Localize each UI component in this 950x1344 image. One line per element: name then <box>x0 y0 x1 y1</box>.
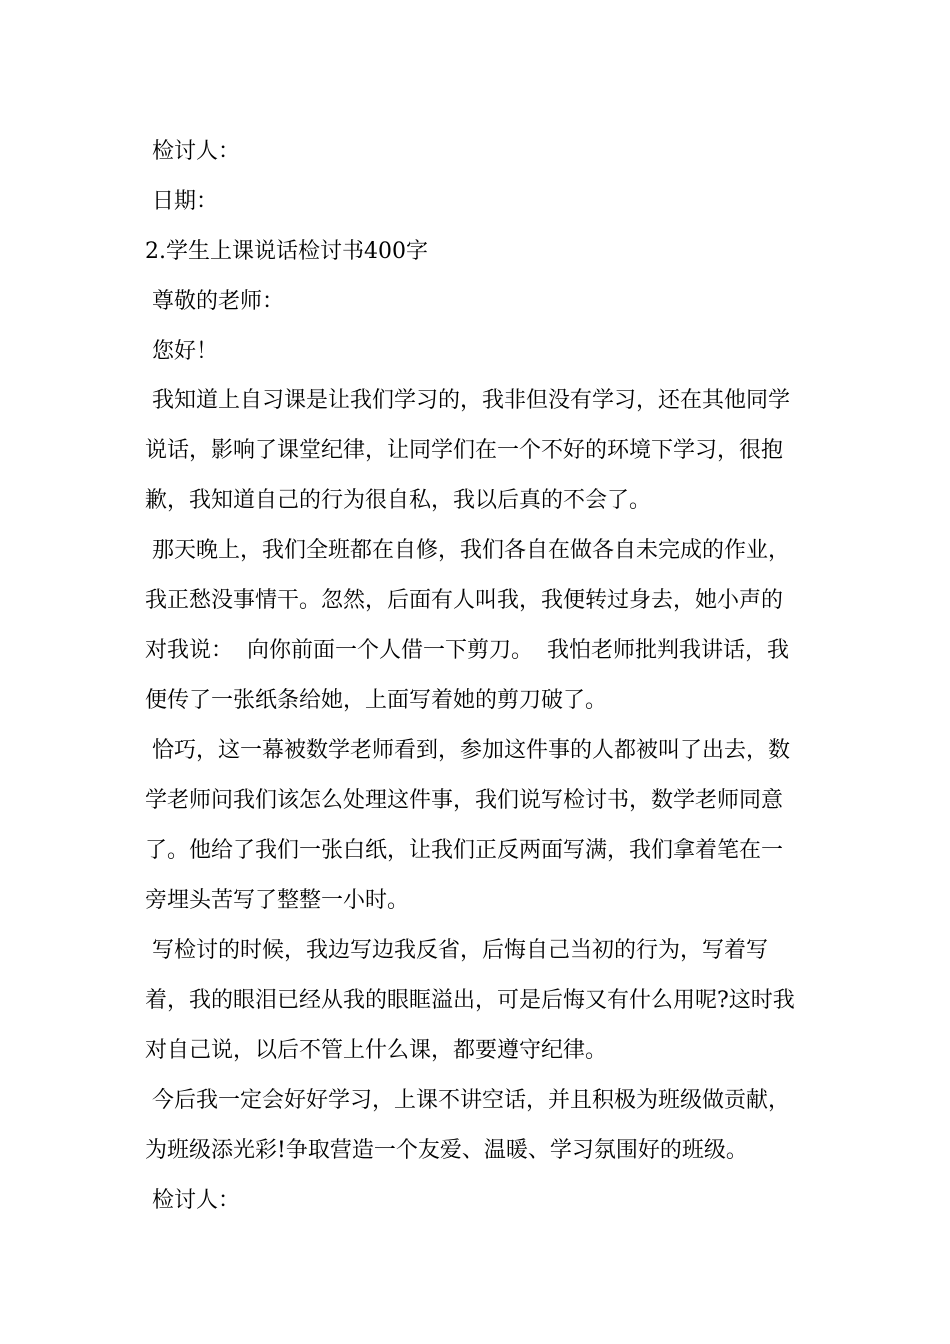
paragraph-line: 我正愁没事情干。忽然，后面有人叫我，我便转过身去，她小声的 <box>145 588 784 613</box>
section-heading: 2.学生上课说话检讨书400字 <box>145 239 428 264</box>
paragraph-line: 旁埋头苦写了整整一小时。 <box>145 888 410 913</box>
paragraph-line: 我知道上自习课是让我们学习的，我非但没有学习，还在其他同学 <box>145 388 790 413</box>
paragraph-line: 学老师问我们该怎么处理这件事，我们说写检讨书，数学老师同意 <box>145 788 784 813</box>
paragraph-line: 对自己说，以后不管上什么课，都要遵守纪律。 <box>145 1038 608 1063</box>
paragraph-line: 着，我的眼泪已经从我的眼眶溢出，可是后悔又有什么用呢?这时我 <box>145 988 795 1013</box>
paragraph-line: 写检讨的时候，我边写边我反省，后悔自己当初的行为，写着写 <box>145 938 768 963</box>
salutation: 尊敬的老师： <box>145 289 284 314</box>
greeting: 您好！ <box>145 339 218 364</box>
paragraph-line: 了。他给了我们一张白纸，让我们正反两面写满，我们拿着笔在一 <box>145 838 784 863</box>
signature-label: 检讨人： <box>145 1188 240 1213</box>
paragraph-line: 便传了一张纸条给她，上面写着她的剪刀破了。 <box>145 688 608 713</box>
paragraph-line: 说话，影响了课堂纪律，让同学们在一个不好的环境下学习，很抱 <box>145 438 784 463</box>
paragraph-line: 歉，我知道自己的行为很自私，我以后真的不会了。 <box>145 488 652 513</box>
date-label: 日期： <box>145 189 218 214</box>
paragraph-line: 为班级添光彩!争取营造一个友爱、温暖、学习氛围好的班级。 <box>145 1138 748 1163</box>
paragraph-line: 那天晚上，我们全班都在自修，我们各自在做各自未完成的作业， <box>145 538 790 563</box>
paragraph-line: 今后我一定会好好学习，上课不讲空话，并且积极为班级做贡献， <box>145 1088 790 1113</box>
paragraph-line: 恰巧，这一幕被数学老师看到，参加这件事的人都被叫了出去，数 <box>145 738 790 763</box>
signature-label: 检讨人： <box>145 139 240 164</box>
paragraph-line: 对我说： 向你前面一个人借一下剪刀。 我怕老师批判我讲话，我 <box>145 638 789 663</box>
